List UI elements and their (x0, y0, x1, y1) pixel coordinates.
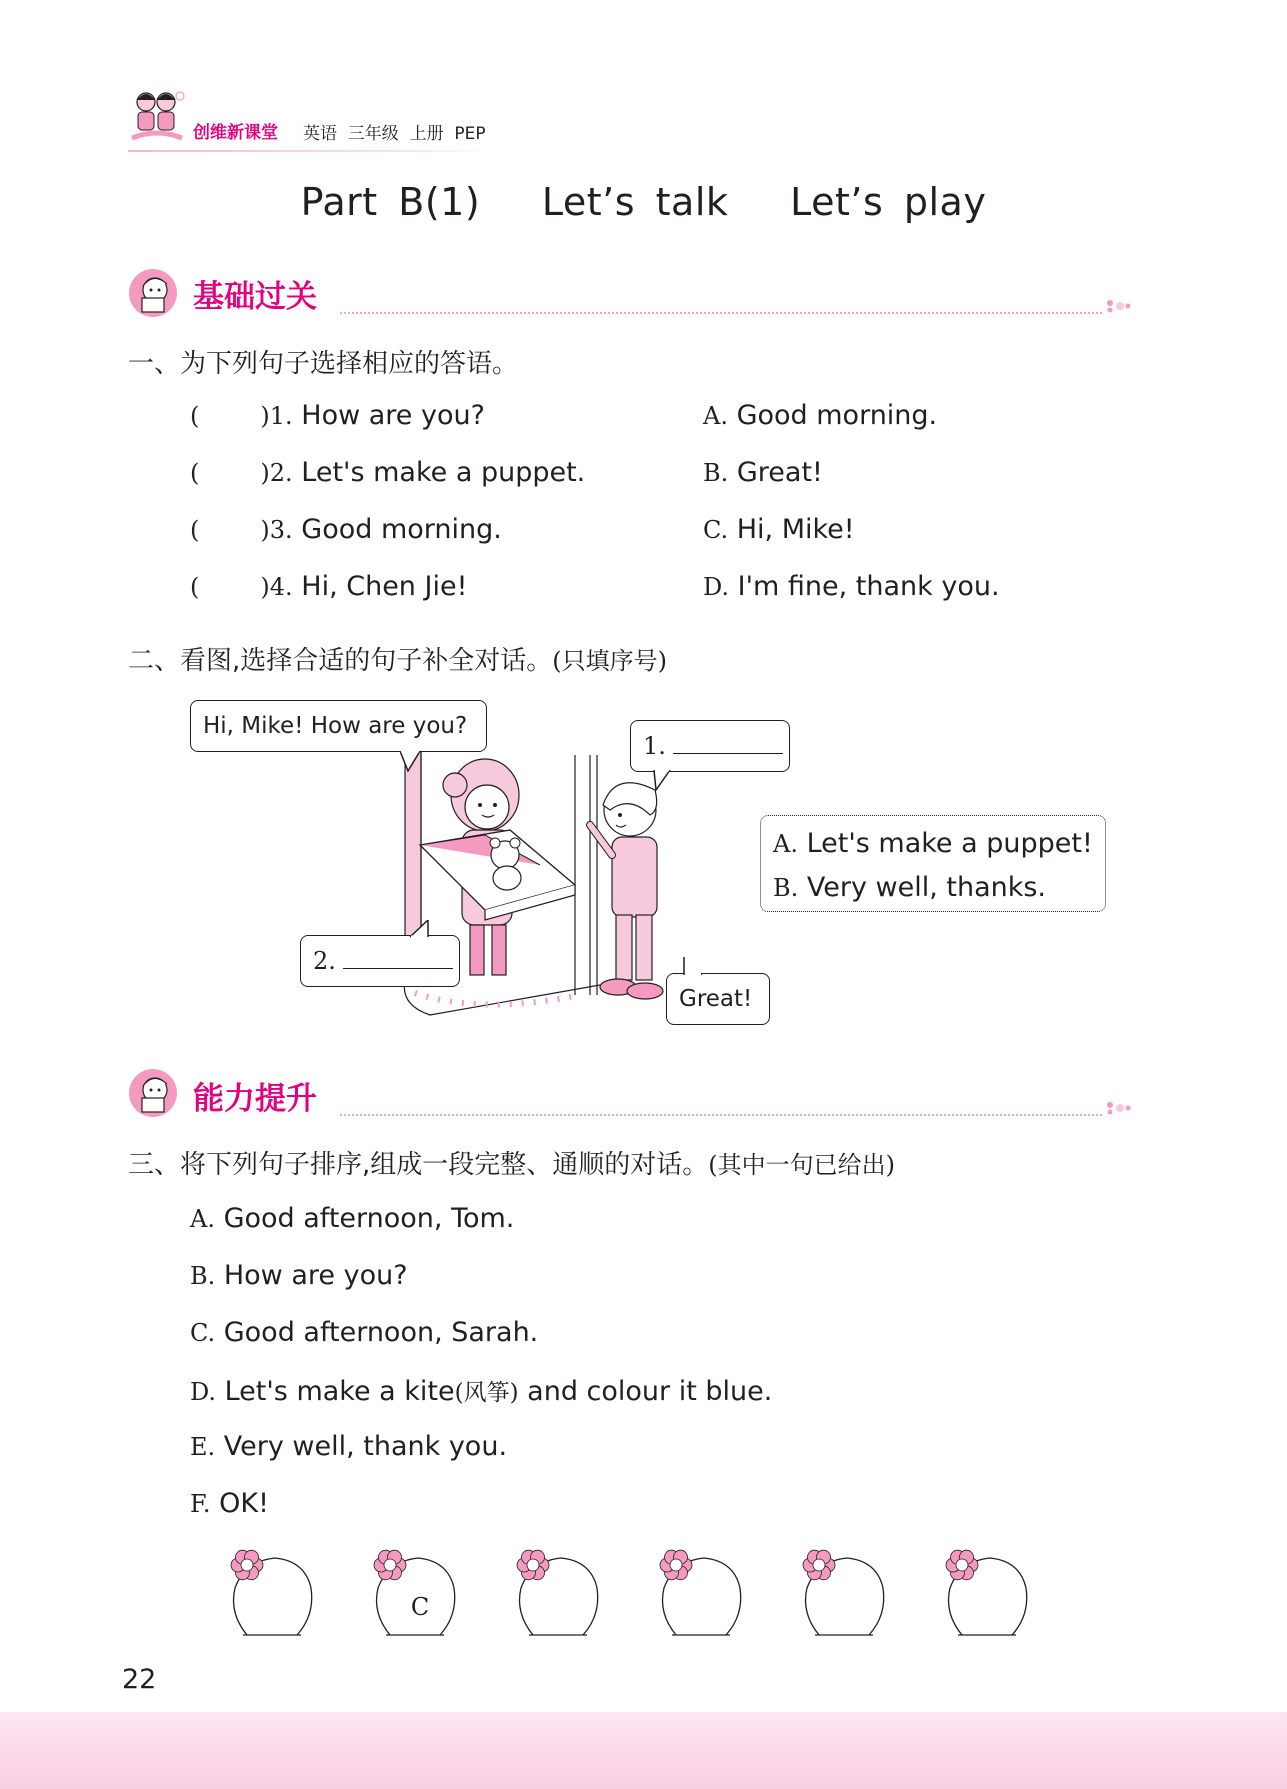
blank-number: 2. (313, 947, 336, 975)
item-letter: E. (190, 1433, 216, 1461)
item-letter: D. (190, 1378, 217, 1406)
item-text: How are you? (301, 400, 485, 431)
answer-paren[interactable]: ( ) (190, 459, 270, 487)
option-letter: D. (703, 573, 730, 601)
page-title: Part B(1) Let’s talk Let’s play (300, 180, 987, 224)
q3-item-b (190, 1260, 408, 1291)
header-divider (128, 150, 488, 152)
q2-heading-note: (只填序号) (552, 647, 667, 675)
q3-item-d (190, 1374, 772, 1407)
q2-option-a (773, 822, 1093, 866)
bubble-tail (650, 770, 674, 792)
q3-item-f (190, 1488, 269, 1519)
item-gloss: (风筝) (454, 1380, 519, 1406)
answer-slot[interactable] (368, 1543, 460, 1643)
item-letter: F. (190, 1490, 211, 1518)
answer-paren[interactable]: ( ) (190, 402, 270, 430)
section-divider (340, 1114, 1102, 1116)
speech-bubble-blank-2 (300, 935, 460, 987)
option-text: Very well, thanks. (806, 872, 1047, 903)
option-letter: B. (773, 874, 799, 902)
brand-name: 创维新课堂 (193, 123, 278, 143)
q1-item-2 (190, 457, 585, 488)
q2-option-b (773, 866, 1093, 910)
speech-bubble-blank-1 (630, 720, 790, 772)
q1-item-4 (190, 571, 467, 602)
answer-slot-row (225, 1543, 1045, 1643)
item-text: Let's make a puppet. (301, 457, 586, 488)
item-number: 3. (269, 516, 293, 544)
q1-option-d (703, 571, 1000, 602)
q3-heading-text: 三、将下列句子排序,组成一段完整、通顺的对话。 (128, 1150, 709, 1180)
section-basic-label: 基础过关 (193, 279, 317, 315)
option-text: I'm fine, thank you. (737, 571, 1000, 602)
given-answer: C (410, 1593, 430, 1621)
option-letter: A. (773, 830, 798, 858)
answer-paren[interactable]: ( ) (190, 573, 270, 601)
speech-bubble-girl: Hi, Mike! How are you? (190, 700, 487, 752)
item-text: Let's make a kite (224, 1376, 455, 1407)
pink-flower-icon (517, 1550, 549, 1580)
item-text: OK! (219, 1488, 269, 1519)
q2-heading-text: 二、看图,选择合适的句子补全对话。 (128, 646, 553, 676)
footer-band (0, 1712, 1287, 1789)
q2-heading (128, 640, 667, 677)
item-letter: C. (190, 1319, 216, 1347)
answer-paren[interactable]: ( ) (190, 516, 270, 544)
q1-heading: 一、为下列句子选择相应的答语。 (128, 349, 519, 379)
two-kids-logo-icon (128, 88, 186, 150)
item-text: Hi, Chen Jie! (301, 571, 468, 602)
bubble-tail (682, 957, 706, 975)
answer-slot[interactable] (654, 1543, 746, 1643)
q1-option-c (703, 514, 855, 545)
item-number: 2. (269, 459, 293, 487)
blank-number: 1. (643, 732, 666, 760)
q3-heading (128, 1144, 895, 1181)
pink-flower-icon (374, 1550, 406, 1580)
option-text: Let's make a puppet! (806, 828, 1093, 859)
pink-flower-icon (946, 1550, 978, 1580)
item-text: Good morning. (301, 514, 502, 545)
section-advanced-label: 能力提升 (193, 1081, 317, 1117)
answer-slot[interactable] (797, 1543, 889, 1643)
item-text: Good afternoon, Sarah. (223, 1317, 539, 1348)
q3-heading-note: (其中一句已给出) (708, 1151, 895, 1179)
dots-ornament-icon (1104, 1100, 1132, 1116)
q3-item-c (190, 1317, 538, 1348)
item-text: Good afternoon, Tom. (223, 1203, 515, 1234)
section-divider (340, 312, 1102, 314)
option-letter: A. (703, 402, 728, 430)
bubble-tail (408, 920, 432, 938)
option-text: Great! (736, 457, 823, 488)
item-number: 1. (269, 402, 293, 430)
option-letter: B. (703, 459, 729, 487)
book-info: 英语 三年级 上册 PEP (303, 124, 486, 144)
answer-blank-2[interactable] (343, 968, 453, 969)
dots-ornament-icon (1104, 298, 1132, 314)
option-text: Good morning. (736, 400, 938, 431)
q1-option-b (703, 457, 823, 488)
item-text: Very well, thank you. (223, 1431, 508, 1462)
bubble-tail (400, 751, 424, 773)
q1-item-1 (190, 400, 485, 431)
speech-bubble-great: Great! (666, 973, 770, 1025)
item-letter: A. (190, 1205, 215, 1233)
item-text: How are you? (223, 1260, 408, 1291)
answer-slot[interactable] (511, 1543, 603, 1643)
page-number: 22 (122, 1664, 157, 1695)
pink-flower-icon (231, 1550, 263, 1580)
item-text-cont: and colour it blue. (518, 1376, 773, 1407)
option-text: Hi, Mike! (736, 514, 855, 545)
answer-slot[interactable] (225, 1543, 317, 1643)
q3-item-e (190, 1431, 507, 1462)
option-letter: C. (703, 516, 729, 544)
cartoon-reader-icon (128, 1068, 178, 1118)
cartoon-reader-icon (128, 268, 178, 318)
q3-item-a (190, 1203, 514, 1234)
item-number: 4. (269, 573, 293, 601)
q1-option-a (703, 400, 937, 431)
pink-flower-icon (803, 1550, 835, 1580)
item-letter: B. (190, 1262, 216, 1290)
answer-slot[interactable] (940, 1543, 1032, 1643)
q2-options-box (760, 815, 1106, 912)
q1-item-3 (190, 514, 502, 545)
answer-blank-1[interactable] (673, 753, 783, 754)
pink-flower-icon (660, 1550, 692, 1580)
